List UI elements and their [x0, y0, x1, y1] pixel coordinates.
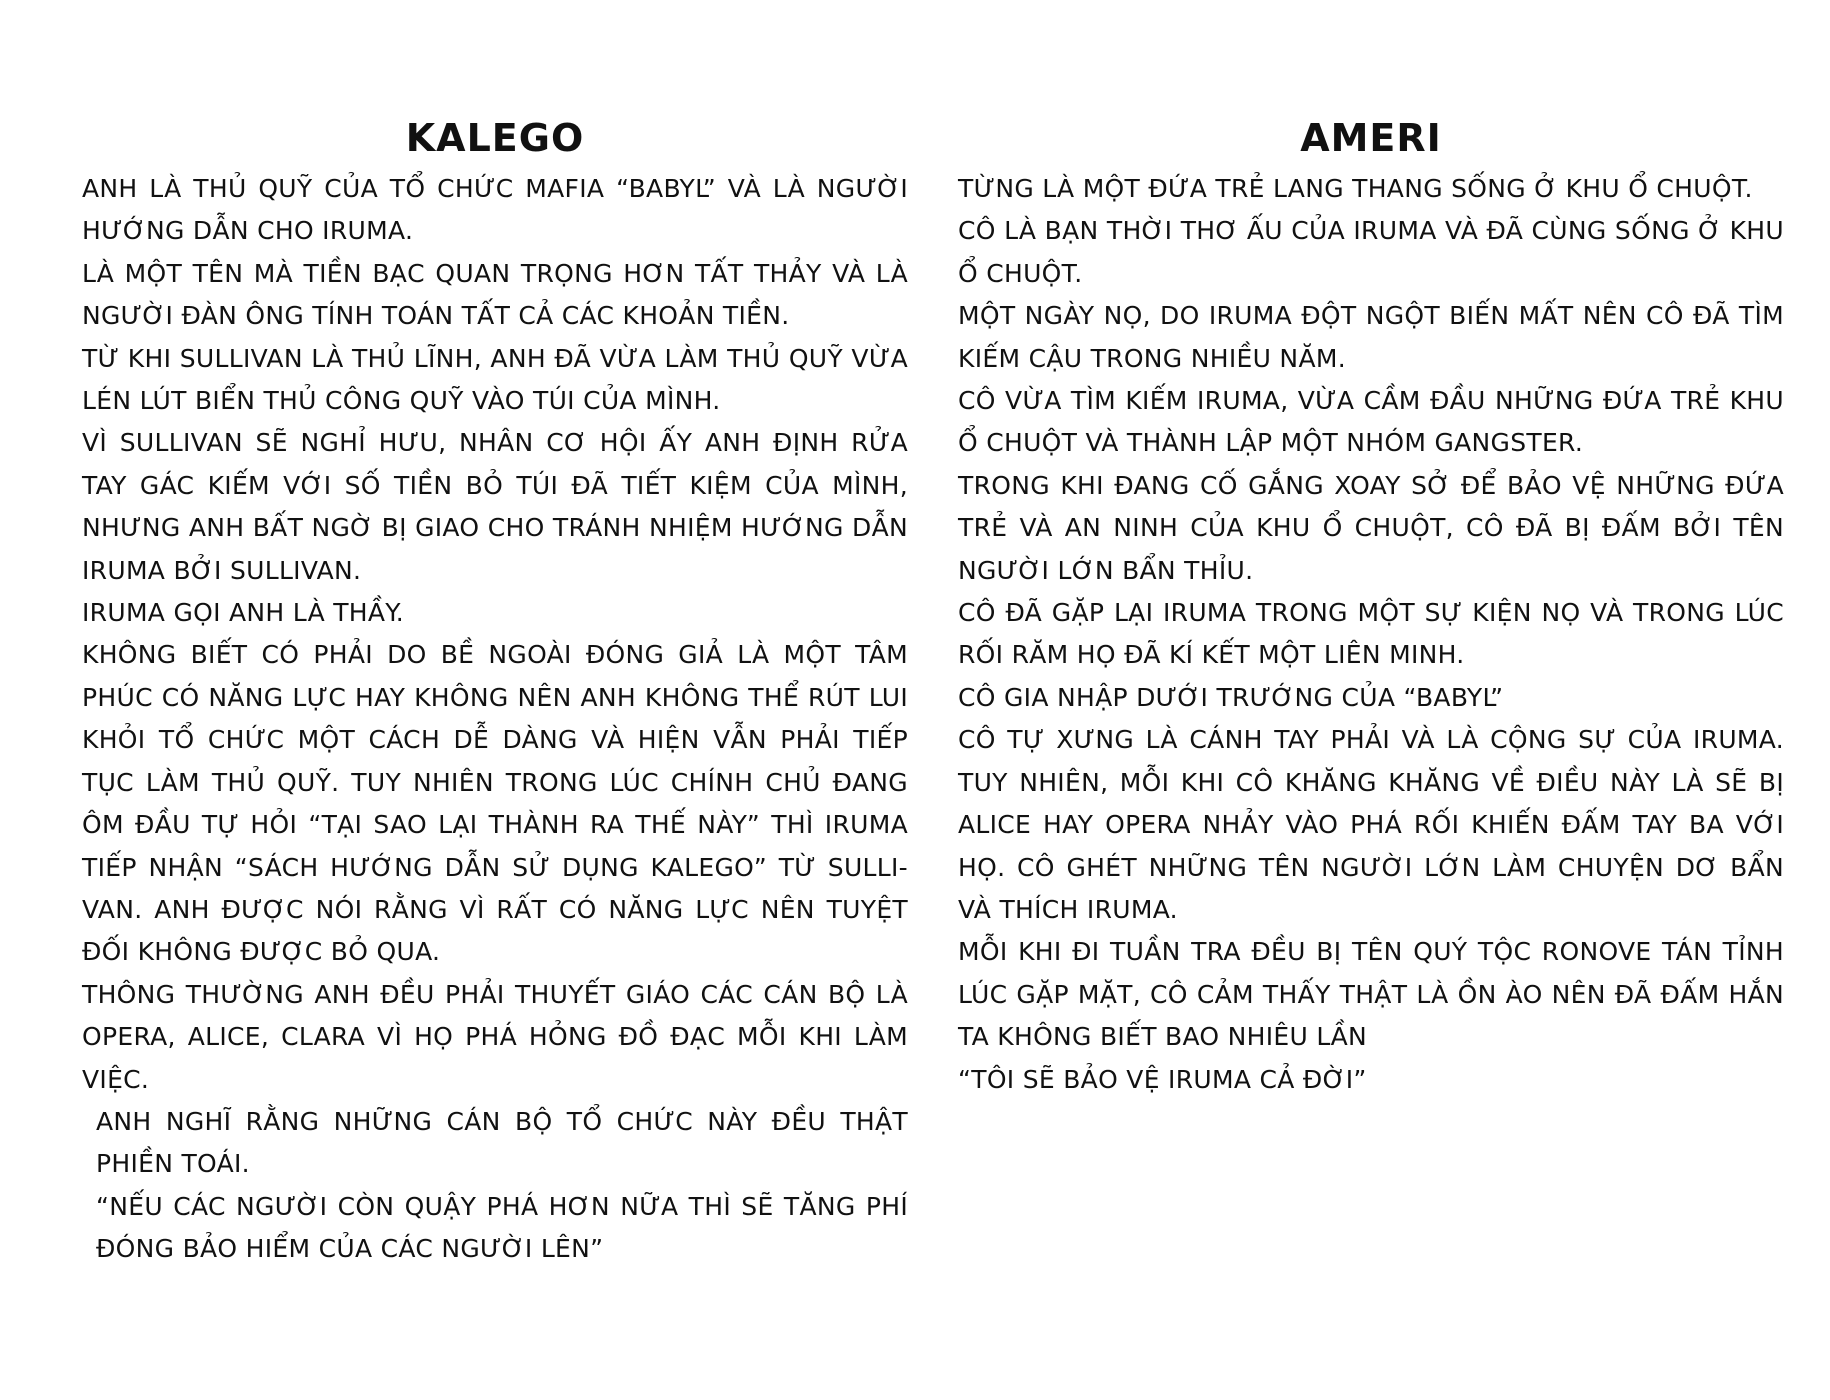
ameri-paragraph-6: CÔ ĐÃ GẶP LẠI IRUMA TRONG MỘT SỰ KIỆN NỌ VÀ TRONG LÚC RỐI RĂM HỌ ĐÃ KÍ KẾT MỘT LIÊN MINH.	[958, 598, 1784, 670]
ameri-title: AMERI	[1300, 116, 1442, 160]
ameri-paragraph-4: CÔ VỪA TÌM KIẾM IRUMA, VỪA CẦM ĐẦU NHỮNG ĐỨA TRẺ KHU Ổ CHUỘT VÀ THÀNH LẬP MỘT NHÓM GANGSTER.	[958, 386, 1784, 458]
kalego-paragraph-2: LÀ MỘT TÊN MÀ TIỀN BẠC QUAN TRỌNG HƠN TẤT THẢY VÀ LÀ NGƯỜI ĐÀN ÔNG TÍNH TOÁN TẤT CẢ CÁC KHOẢN TIỀN.	[82, 258, 908, 331]
kalego-paragraph-8: ANH NGHĨ RẰNG NHỮNG CÁN BỘ TỔ CHỨC NÀY ĐỀU THẬT PHIỀN TOÁI.	[96, 1106, 908, 1179]
kalego-paragraph-7: THÔNG THƯỜNG ANH ĐỀU PHẢI THUYẾT GIÁO CÁC CÁN BỘ LÀ OPERA, ALICE, CLARA VÌ HỌ PHÁ HỎNG ĐỒ ĐẠC MỖI KHI LÀM VIỆC.	[82, 979, 908, 1094]
ameri-paragraph-1: TỪNG LÀ MỘT ĐỨA TRẺ LANG THANG SỐNG Ở KHU Ổ CHUỘT.	[958, 174, 1753, 203]
kalego-paragraph-4: VÌ SULLIVAN SẼ NGHỈ HƯU, NHÂN CƠ HỘI ẤY ANH ĐỊNH RỬA TAY GÁC KIẾM VỚI SỐ TIỀN BỎ TÚI ĐÃ TIẾT KIỆM CỦA MÌNH, NHƯNG ANH BẤT NGỜ BỊ GIAO CHO TRÁNH NHIỆM HƯỚNG DẪN IRUMA BỞI SULLIVAN.	[82, 428, 908, 585]
kalego-paragraph-5: IRUMA GỌI ANH LÀ THẦY.	[82, 598, 405, 628]
kalego-paragraph-1: ANH LÀ THỦ QUỸ CỦA TỔ CHỨC MAFIA “BABYL” VÀ LÀ NGƯỜI HƯỚNG DẪN CHO IRUMA.	[82, 174, 908, 246]
ameri-paragraph-9: MỖI KHI ĐI TUẦN TRA ĐỀU BỊ TÊN QUÝ TỘC RONOVE TÁN TỈNH LÚC GẶP MẶT, CÔ CẢM THẤY THẬT LÀ ỒN ÀO NÊN ĐÃ ĐẤM HẮN TA KHÔNG BIẾT BAO NHIÊU LẦN	[958, 937, 1784, 1052]
kalego-paragraph-3: TỪ KHI SULLIVAN LÀ THỦ LĨNH, ANH ĐÃ VỪA LÀM THỦ QUỸ VỪA LÉN LÚT BIỂN THỦ CÔNG QUỸ VÀO TÚI CỦA MÌNH.	[82, 343, 908, 416]
kalego-title: KALEGO	[405, 116, 585, 160]
ameri-paragraph-2: CÔ LÀ BẠN THỜI THƠ ẤU CỦA IRUMA VÀ ĐÃ CÙNG SỐNG Ở KHU Ổ CHUỘT.	[958, 216, 1784, 288]
ameri-quote: “TÔI SẼ BẢO VỆ IRUMA CẢ ĐỜI”	[958, 1064, 1367, 1094]
ameri-paragraph-5: TRONG KHI ĐANG CỐ GẮNG XOAY SỞ ĐỂ BẢO VỆ NHỮNG ĐỨA TRẺ VÀ AN NINH CỦA KHU Ổ CHUỘT, CÔ ĐÃ BỊ ĐẤM BỞI TÊN NGƯỜI LỚN BẨN THỈU.	[958, 470, 1784, 585]
kalego-column	[82, 108, 908, 1271]
kalego-quote: “NẾU CÁC NGƯỜI CÒN QUẬY PHÁ HƠN NỮA THÌ SẼ TĂNG PHÍ ĐÓNG BẢO HIỂM CỦA CÁC NGƯỜI LÊN”	[96, 1191, 908, 1264]
ameri-paragraph-8: CÔ TỰ XƯNG LÀ CÁNH TAY PHẢI VÀ LÀ CỘNG SỰ CỦA IRUMA. TUY NHIÊN, MỖI KHI CÔ KHĂNG KHĂNG VỀ ĐIỀU NÀY LÀ SẼ BỊ ALICE HAY OPERA NHẢY VÀO PHÁ RỐI KHIẾN ĐẤM TAY BA VỚI HỌ. CÔ GHÉT NHỮNG TÊN NGƯỜI LỚN LÀM CHUYỆN DƠ BẨN VÀ THÍCH IRUMA.	[958, 725, 1784, 924]
kalego-paragraph-6: KHÔNG BIẾT CÓ PHẢI DO BỀ NGOÀI ĐÓNG GIẢ LÀ MỘT TÂM PHÚC CÓ NĂNG LỰC HAY KHÔNG NÊN ANH KHÔNG THỂ RÚT LUI KHỎI TỔ CHỨC MỘT CÁCH DỄ DÀNG VÀ HIỆN VẪN PHẢI TIẾP TỤC LÀM THỦ QUỸ. TUY NHIÊN TRONG LÚC CHÍNH CHỦ ĐANG ÔM ĐẦU TỰ HỎI “TẠI SAO LẠI THÀNH RA THẾ NÀY” THÌ IRUMA TIẾP NHẬN “SÁCH HƯỚNG DẪN SỬ DỤNG KALEGO” TỪ SULLI-VAN. ANH ĐƯỢC NÓI RẰNG VÌ RẤT CÓ NĂNG LỰC NÊN TUYỆT ĐỐI KHÔNG ĐƯỢC BỎ QUA.	[82, 640, 908, 967]
ameri-paragraph-7: CÔ GIA NHẬP DƯỚI TRƯỚNG CỦA “BABYL”	[958, 682, 1504, 712]
ameri-paragraph-3: MỘT NGÀY NỌ, DO IRUMA ĐỘT NGỘT BIẾN MẤT NÊN CÔ ĐÃ TÌM KIẾM CẬU TRONG NHIỀU NĂM.	[958, 301, 1784, 373]
ameri-column	[958, 108, 1784, 1101]
